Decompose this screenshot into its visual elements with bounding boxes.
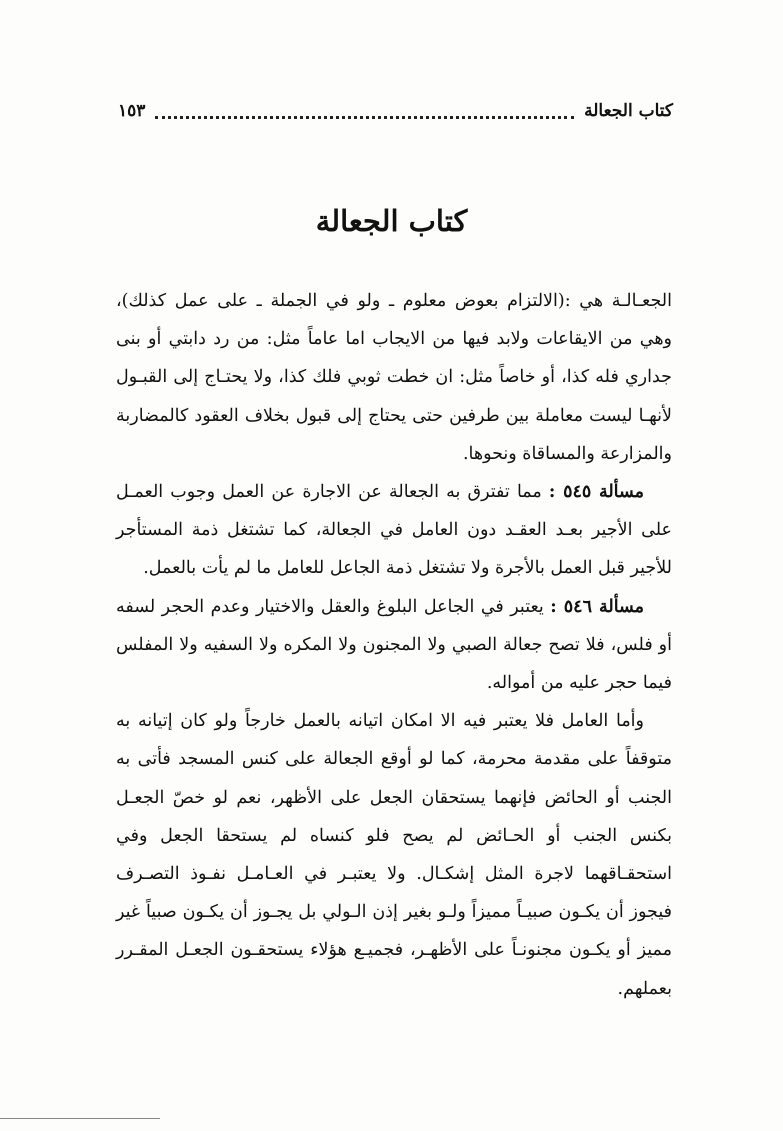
issue-label: مسألة ٥٤٥ : bbox=[548, 482, 644, 503]
running-title: كتاب الجعالة bbox=[584, 101, 673, 121]
chapter-title: كتاب الجعالة bbox=[315, 204, 468, 238]
paragraph-definition bbox=[116, 282, 672, 473]
paragraph-text: وأما العامل فلا يعتبر فيه الا امكان اتيانه بالعمل خارجاً ولو كان إتيانه به متوقفاً على مقدمة محرمة، كما لو أوقع الجعالة على كنس المسجد فأتى به الجنب أو الحائض فإنهما يستحقان الجعل على الأظهر، نعم لو خصّ الجعـل بكنس الجنب أو الحـائض لم يصح فلو كنساه لم يستحقا الجعل وفي استحقـاقهما لاجرة المثل إشكـال. ولا يعتبـر في العـامـل نفـوذ التصـرف فيجوز أن يكـون صبيـاً مميزاً ولـو بغير إذن الـولي بل يجـوز أن يكـون صبياً غير مميز أو يكـون مجنونـاً على الأظهـر، فجميـع هؤلاء يستحقـون الجعـل المقـرر بعملهم. bbox=[116, 711, 672, 999]
page-number: ١٥٣ bbox=[118, 101, 146, 121]
issue-label: مسألة ٥٤٦ : bbox=[550, 596, 645, 617]
paragraph-worker bbox=[116, 702, 672, 1008]
running-header bbox=[118, 96, 673, 126]
bottom-rule bbox=[0, 1118, 160, 1119]
paragraph-text: يعتبر في الجاعل البلوغ والعقل والاختيار وعدم الحجر لسفه أو فلس، فلا تصح جعالة الصبي ولا المجنون ولا المكره ولا السفيه ولا المفلس فيما حجر عليه من أمواله. bbox=[116, 596, 672, 694]
body-text bbox=[116, 282, 672, 1008]
paragraph-issue-545 bbox=[116, 473, 672, 588]
paragraph-text: الجعـالـة هي :(الالتزام بعوض معلوم ـ ولو في الجملة ـ على عمل كذلك)، وهي من الايقاعات ولابد فيها من الايجاب اما عاماً مثل: من رد دابتي أو بنى جداري فله كذا، أو خاصاً مثل: ان خطت ثوبي فلك كذا، ولا يحتـاج إلى القبـول لأنهـا ليست معاملة بين طرفين حتى يحتاج إلى قبول بخلاف العقود كالمضاربة والمزارعة والمساقاة ونحوها. bbox=[116, 291, 672, 464]
dot-leader bbox=[155, 116, 574, 119]
paragraph-text: مما تفترق به الجعالة عن الاجارة عن العمل وجوب العمـل على الأجير بعـد العقـد دون العامل في الجعالة، كما تشتغل ذمة المستأجر للأجير قبل العمل بالأجرة ولا تشتغل ذمة الجاعل للعامل ما لم يأت بالعمل. bbox=[116, 482, 672, 579]
paragraph-issue-546 bbox=[116, 588, 672, 703]
